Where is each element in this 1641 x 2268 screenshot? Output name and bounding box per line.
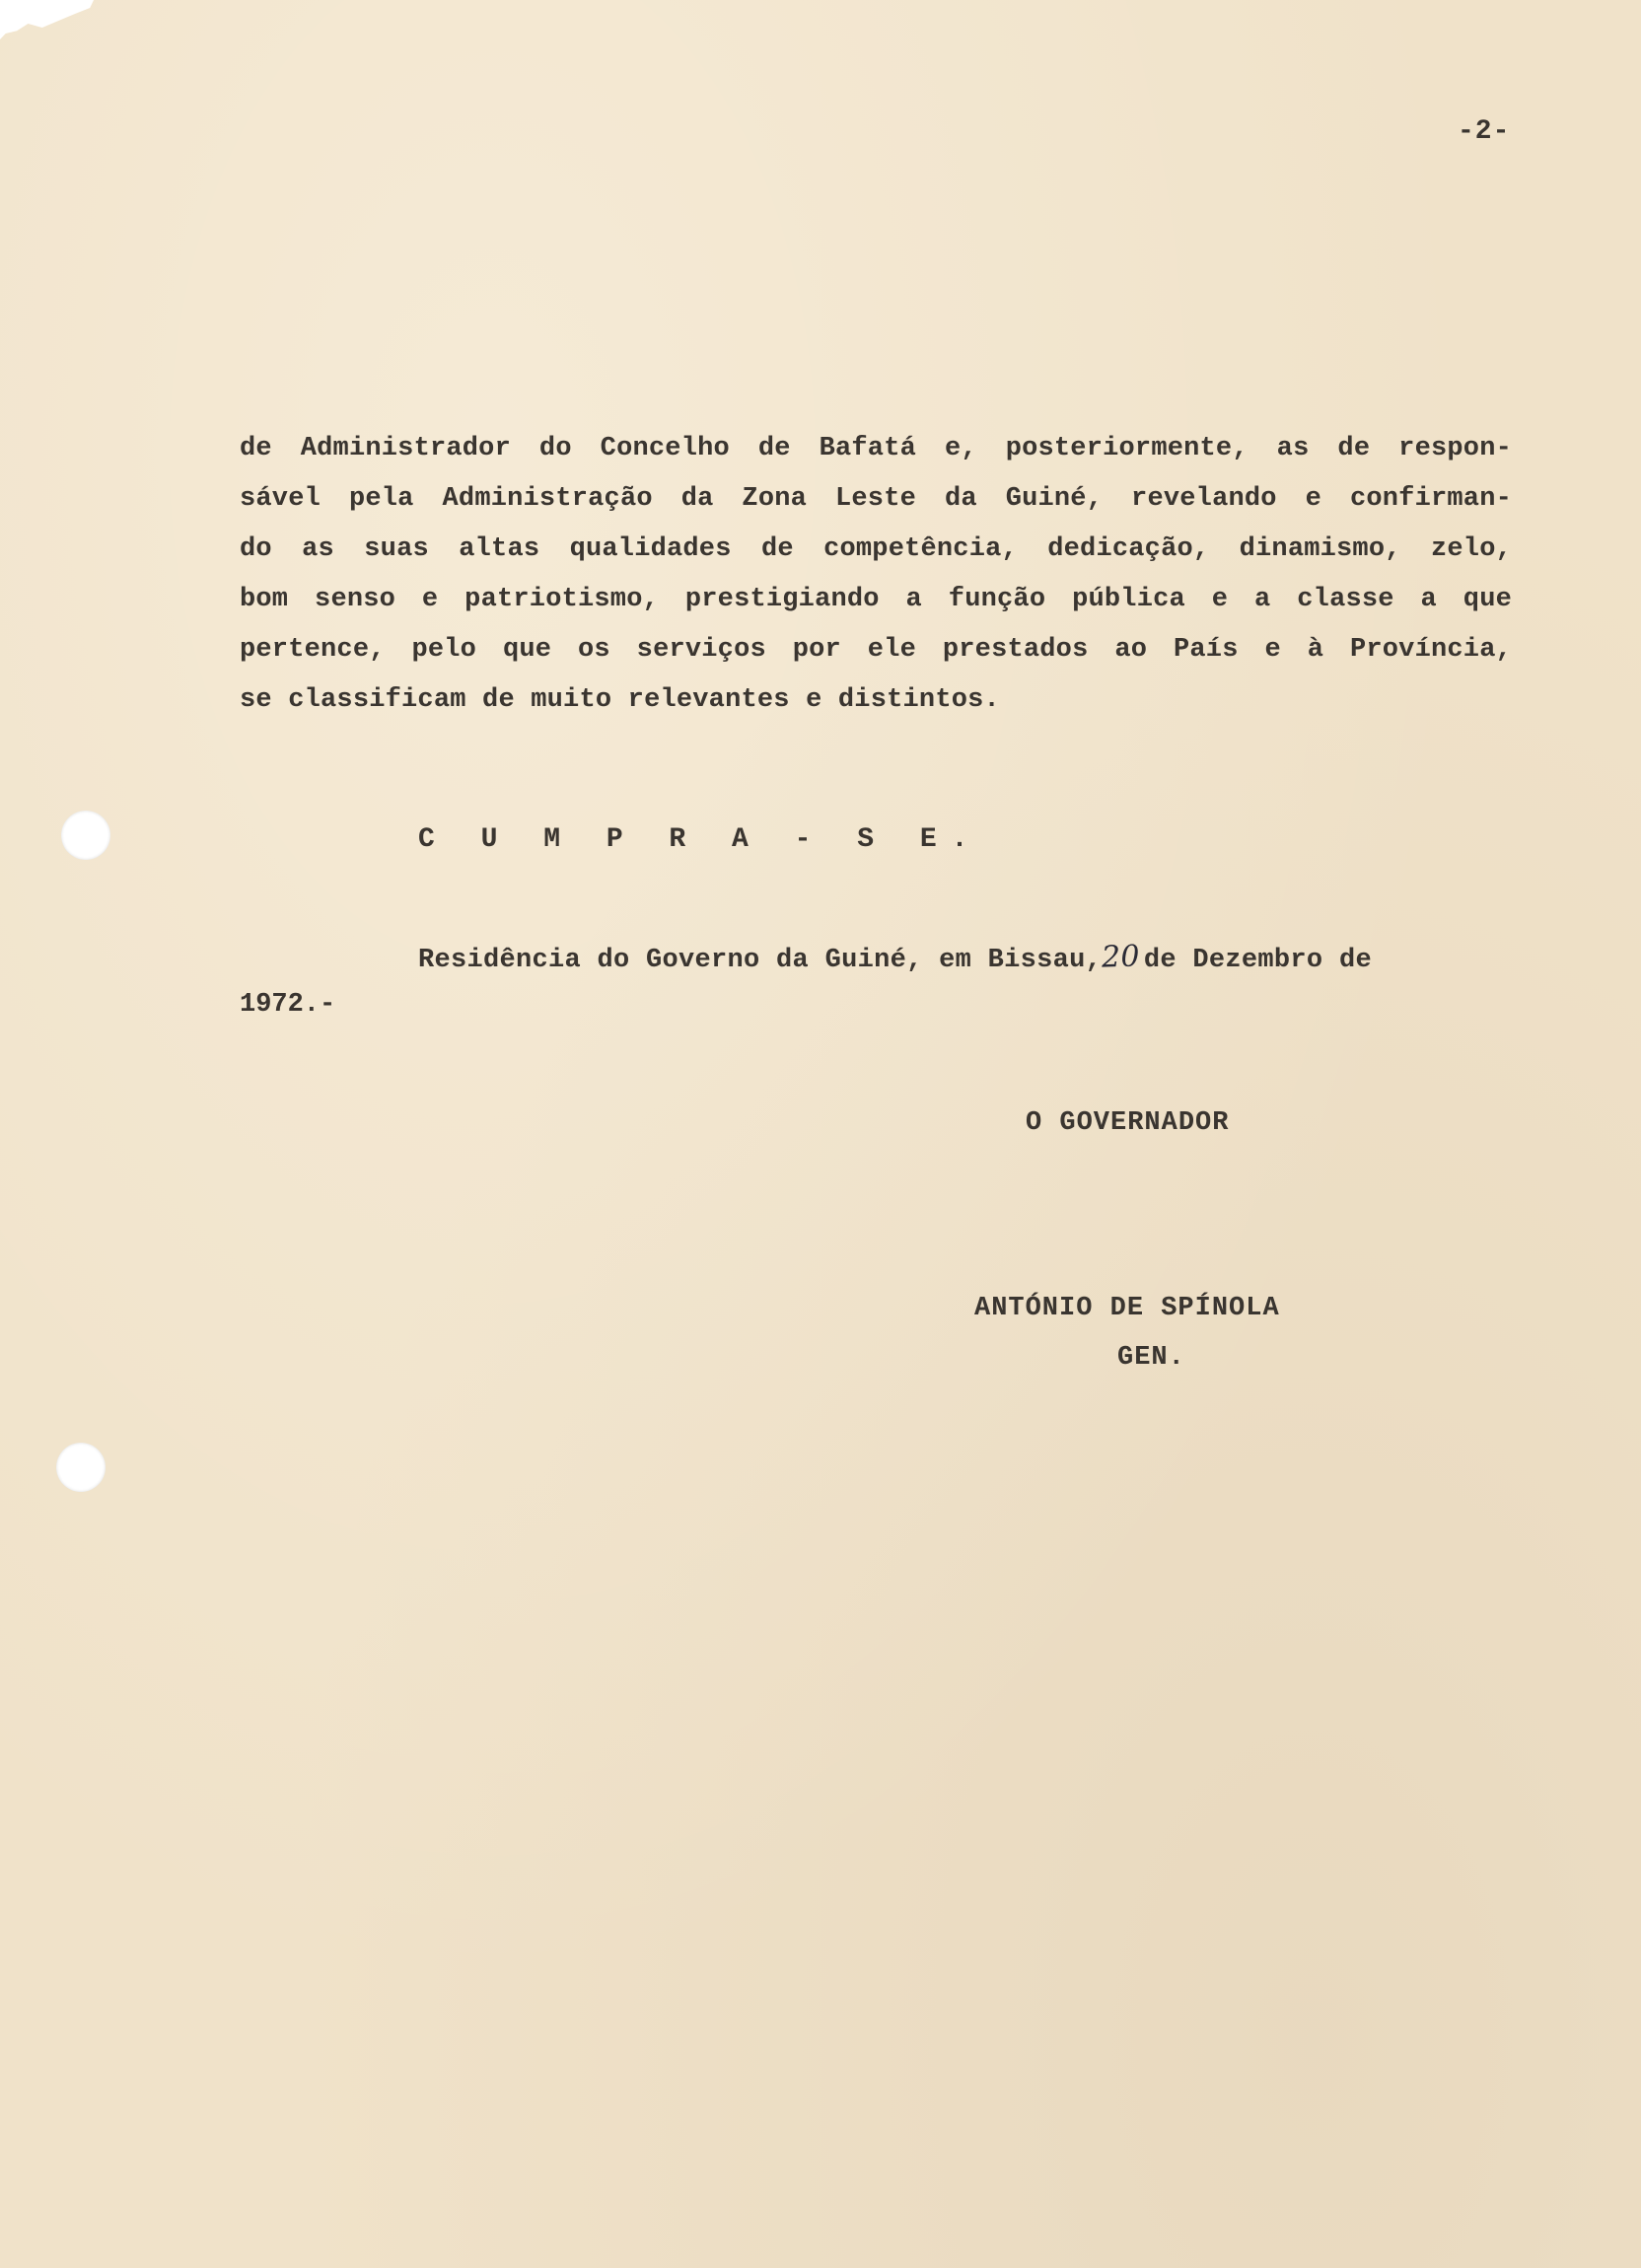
page-number: -2- xyxy=(1458,116,1511,147)
body-line: pertence, pelo que os serviços por ele prestados ao País e à Província, xyxy=(240,635,1512,665)
body-line: de Administrador do Concelho de Bafatá e, posteriormente, as de respon- xyxy=(240,434,1512,463)
punch-hole-top xyxy=(61,811,110,860)
punch-hole-bottom xyxy=(56,1443,106,1492)
body-paragraph xyxy=(240,424,1512,726)
date-year: 1972.- xyxy=(240,990,336,1020)
handwritten-day: 20 xyxy=(1101,939,1141,975)
decree-cumpra-se: C U M P R A - S E. xyxy=(418,824,983,855)
signatory-name: ANTÓNIO DE SPÍNOLA xyxy=(974,1294,1280,1323)
body-line: sável pela Administração da Zona Leste da Guiné, revelando e confirman- xyxy=(240,484,1512,514)
body-line: bom senso e patriotismo, prestigiando a função pública e a classe a que xyxy=(240,585,1512,614)
place-suffix: de Dezembro de xyxy=(1143,946,1372,975)
torn-corner xyxy=(0,0,94,39)
body-line: se classificam de muito relevantes e distintos. xyxy=(240,685,1000,715)
body-line: do as suas altas qualidades de competência, dedicação, dinamismo, zelo, xyxy=(240,534,1512,564)
signatory-rank: GEN. xyxy=(1117,1343,1185,1373)
place-prefix: Residência do Governo da Guiné, em Bissau, xyxy=(418,946,1103,975)
signatory-title: O GOVERNADOR xyxy=(1026,1108,1230,1138)
place-date-line xyxy=(418,940,1372,975)
